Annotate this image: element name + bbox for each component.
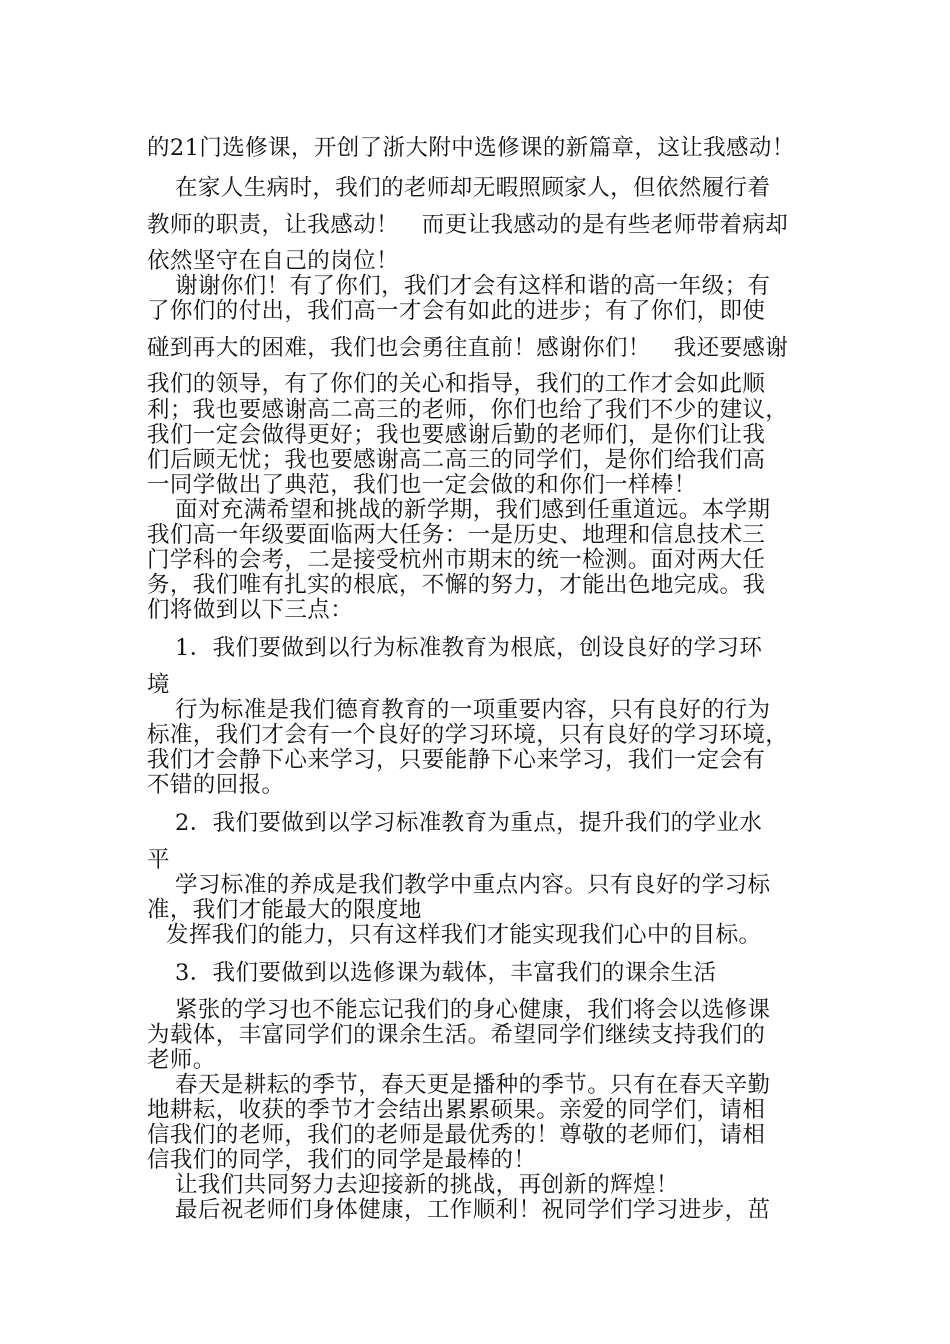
text-line: 碰到再大的困难，我们也会勇往直前！感谢你们！ 我还要感谢 (147, 335, 789, 361)
text-line: 依然坚守在自己的岗位！ (147, 248, 399, 274)
text-line: 境 (147, 672, 170, 698)
text-line: 让我们共同努力去迎接新的挑战，再创新的辉煌！ (175, 1172, 679, 1198)
text-line: 行为标准是我们德育教育的一项重要内容，只有良好的行为 (175, 697, 771, 723)
text-line: 老师。 (147, 1047, 216, 1073)
text-line: 在家人生病时，我们的老师却无暇照顾家人，但依然履行着 (175, 175, 771, 201)
text-line: 们后顾无忧；我也要感谢高二高三的同学们，是你们给我们高 (147, 447, 766, 473)
text-line: 最后祝老师们身体健康，工作顺利！祝同学们学习进步，茁 (175, 1197, 771, 1223)
text-line: 门学科的会考，二是接受杭州市期末的统一检测。面对两大任 (147, 547, 766, 573)
text-line: 1．我们要做到以行为标准教育为根底，创设良好的学习环 (175, 635, 763, 661)
text-line: 一同学做出了典范，我们也一定会做的和你们一样棒！ (147, 472, 697, 498)
text-line: 3．我们要做到以选修课为载体，丰富我们的课余生活 (175, 960, 717, 986)
text-line: 地耕耘，收获的季节才会结出累累硕果。亲爱的同学们，请相 (147, 1097, 766, 1123)
text-line: 教师的职责，让我感动！ 而更让我感动的是有些老师带着病却 (147, 212, 789, 238)
text-line: 准，我们才能最大的限度地 (147, 897, 422, 923)
text-line: 我们一定会做得更好；我也要感谢后勤的老师们，是你们让我 (147, 422, 766, 448)
text-line: 务，我们唯有扎实的根底，不懈的努力，才能出色地完成。我 (147, 572, 766, 598)
text-line: 我们高一年级要面临两大任务：一是历史、地理和信息技术三 (147, 522, 766, 548)
text-line: 我们的领导，有了你们的关心和指导，我们的工作才会如此顺 (147, 371, 766, 397)
text-line: 的21门选修课，开创了浙大附中选修课的新篇章，这让我感动！ (147, 135, 795, 161)
text-line: 我们才会静下心来学习，只要能静下心来学习，我们一定会有 (147, 747, 766, 773)
text-line: 为载体，丰富同学们的课余生活。希望同学们继续支持我们的 (147, 1022, 766, 1048)
text-line: 标准，我们才会有一个良好的学习环境，只有良好的学习环境， (147, 722, 789, 748)
text-line: 学习标准的养成是我们教学中重点内容。只有良好的学习标 (175, 872, 771, 898)
text-line: 谢谢你们！有了你们，我们才会有这样和谐的高一年级；有 (175, 273, 771, 299)
text-line: 发挥我们的能力，只有这样我们才能实现我们心中的目标。 (166, 922, 762, 948)
text-line: 信我们的老师，我们的老师是最优秀的！尊敬的老师们，请相 (147, 1122, 766, 1148)
text-line: 了你们的付出，我们高一才会有如此的进步；有了你们，即使 (147, 298, 766, 324)
text-line: 信我们的同学，我们的同学是最棒的！ (147, 1147, 537, 1173)
text-line: 面对充满希望和挑战的新学期，我们感到任重道远。本学期 (175, 497, 771, 523)
text-line: 春天是耕耘的季节，春天更是播种的季节。只有在春天辛勤 (175, 1072, 771, 1098)
text-line: 平 (147, 847, 170, 873)
text-line: 不错的回报。 (147, 772, 285, 798)
text-line: 紧张的学习也不能忘记我们的身心健康，我们将会以选修课 (175, 997, 771, 1023)
text-line: 们将做到以下三点： (147, 597, 354, 623)
text-line: 2．我们要做到以学习标准教育为重点，提升我们的学业水 (175, 810, 763, 836)
text-line: 利；我也要感谢高二高三的老师，你们也给了我们不少的建议， (147, 397, 789, 423)
